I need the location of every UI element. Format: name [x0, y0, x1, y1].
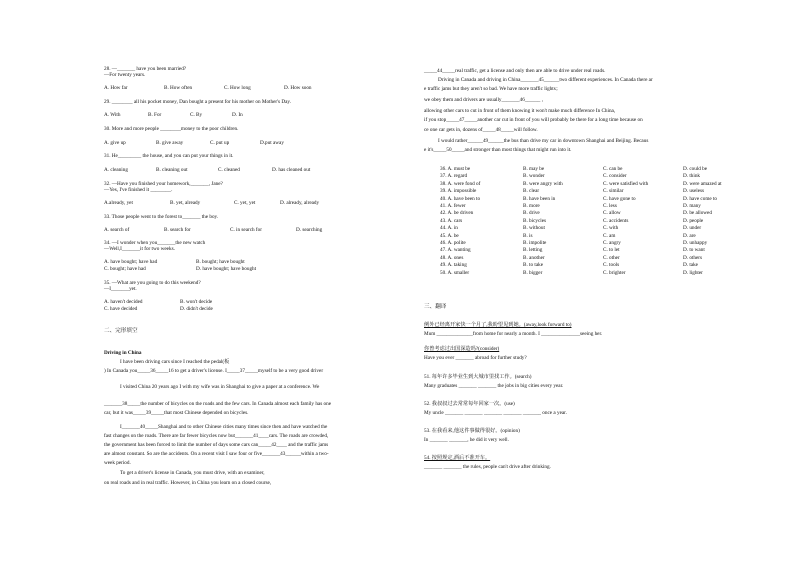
right-page	[397, 0, 794, 562]
q29-option-a: A. With	[104, 112, 121, 118]
question-32: 32. —Have you finished your homework,_______, Jane?	[104, 181, 223, 187]
q32-option-c: C. yet, yet	[234, 200, 256, 206]
q35-option-d: D. didn't decide	[180, 306, 213, 312]
q32-option-a: A.already, yet	[104, 200, 133, 206]
passage-line: allowing other cars to cut in front of them knowing it won't make much difference In China,	[424, 108, 616, 114]
options-row-46: 46. A. polite B. impolite C. angry D. unhappy	[440, 240, 708, 247]
passage-line: on real roads and in real traffic. However, in China you learn on a closed course,	[104, 480, 272, 486]
question-35-reply: —I_______yet.	[104, 286, 137, 292]
q35-option-c: C. have decided	[104, 306, 138, 312]
q31-option-c: C. cleaned	[218, 167, 240, 173]
q35-option-a: A. haven't decided	[104, 299, 143, 305]
passage-line: e traffic jams but they aren't so bad. We have more traffic lights；	[424, 86, 561, 92]
options-row-49: 49. A. taking B. to take C. tools D. take	[440, 262, 698, 269]
passage-line: I visited China 20 years ago I with my wife was in Shanghai to give a paper at a conference. We	[120, 384, 320, 390]
section-translation-heading: 三、翻译	[424, 304, 447, 310]
question-54-answer: _______ _______ the rules, people can't drive after drinking.	[424, 464, 551, 470]
q33-option-d: D. searching	[296, 227, 323, 233]
passage-line: we obey them and drivers are usually_______46______ ,	[424, 97, 543, 103]
q34-option-b: B. bought; have bought	[196, 259, 245, 265]
cloze-options-table	[440, 166, 753, 277]
question-35: 35. —What are you going to do this weekend?	[104, 280, 201, 286]
q33-option-a: A. search of	[104, 227, 130, 233]
q32-option-d: D. already, already	[280, 200, 320, 206]
q33-option-c: C. in search for	[230, 227, 262, 233]
q29-option-b: B. For	[148, 112, 162, 118]
question-51: 51. 每年许多毕业生到大城市里找工作。(search)	[424, 374, 532, 380]
passage-line: Driving in Canada and driving in China_______45______two different experiences. In Canada there ar	[438, 77, 653, 83]
options-row-39: 39. A. impossible B. clear C. similar D. useless	[440, 188, 705, 195]
q30-option-c: C. put up	[210, 140, 230, 146]
example-2-prompt: 你曾考虑过出国深造吗?(consider)	[424, 346, 500, 352]
options-row-41: 41. A. fewer B. more C. less D. many	[440, 203, 701, 210]
q30-option-a: A. give up	[104, 140, 126, 146]
options-row-40: 40. A. have been to B. have been in C. have gone to D. have come to	[440, 195, 717, 202]
q28-option-b: B. How often	[164, 85, 193, 91]
options-row-36: 36. A. must be B. may be C. can be D. could be	[440, 166, 708, 172]
passage-line: I have been driving cars since I reached the pedal(板	[120, 359, 230, 365]
question-28: 28. —_______ have you been married?	[104, 66, 187, 72]
question-33: 33. Those people went to the forest to_______ the boy.	[104, 214, 219, 220]
q33-option-b: B. search for	[164, 227, 191, 233]
q34-option-c: C. bought; have had	[104, 266, 146, 272]
question-31: 31. He_________ the house, and you can put your things in it.	[104, 153, 234, 159]
options-row-47: 47. A. wanting B. letting C. to let D. to want	[440, 247, 705, 254]
example-1-answer: Mum ______________from home for nearly a month. I _______________seeing her.	[424, 331, 603, 337]
passage-line: ) In Canada you_____36_____16 to get a driver's license. I_____37_____myself to be a very good driver	[104, 368, 324, 374]
passage-line: the government has been forced to limit the number of days some cars can_____42____ and the traffic jams	[104, 442, 329, 448]
options-row-48: 48. A. ones B. another C. other D. others	[440, 254, 703, 261]
passage-line: _______38_____the number of bicycles on the roads and the few cars. In Canada almost each family has one	[104, 401, 332, 407]
options-row-45: 45. A. be B. is C. am D. are	[440, 232, 696, 239]
q29-option-c: C. By	[190, 112, 203, 118]
passage-line: e it's_____50_____and stronger than most things that might run into it.	[424, 147, 572, 153]
question-34: 34. —I wonder when you_______the new watch	[104, 240, 206, 246]
passage-line: week period.	[104, 460, 131, 466]
passage-line: ce one car gets in, dozens of_____48_____will follow.	[424, 127, 538, 133]
q29-option-d: D. In	[232, 112, 243, 118]
options-row-38: 38. A. were fond of B. were angry with C. were satisfied with D. were amazed at	[440, 180, 722, 187]
options-row-43: 43. A. cars B. bicycles C. accidents D. people	[440, 217, 704, 224]
passage-line: I_______40_____Shanghai and to other Chinese cities many times since then and have watched the	[120, 424, 328, 430]
question-53: 53. 在我看来,他这件事做得很好。(opinion)	[424, 428, 520, 434]
question-54: 54. 按照规定,酒后不准开车。	[424, 455, 491, 461]
passage-line: if you stop_____47_____another car cut in front of you will probably be there for a long time because on	[424, 117, 643, 123]
passage-title: Driving in China	[104, 350, 142, 356]
options-row-50: 50. A. smaller B. bigger C. brighter D. lighter	[440, 269, 703, 276]
example-1-prompt: 例外已经离开家快一个月了,我盼望见到她。(away,look forward to)	[424, 322, 572, 328]
question-52-answer: My uncle _______ _______ _______ _______ _______ once a year.	[424, 410, 567, 416]
q34-option-d: D. have bought; have bought	[196, 266, 257, 272]
q31-option-a: A. cleaning	[104, 167, 128, 173]
example-2-answer: Have you ever _______ abroad for further study?	[424, 355, 527, 361]
q32-option-b: B. yet, already	[170, 200, 201, 206]
section-cloze-heading: 二、完形填空	[104, 328, 138, 334]
question-28-reply: —For twenty years.	[104, 72, 146, 78]
q28-option-c: C. How long	[224, 85, 251, 91]
q31-option-b: B. cleaning out	[156, 167, 188, 173]
passage-line: fast changes on the roads. There are far fewer bicycles now but_______41____cars. The roads are crowded,	[104, 433, 329, 439]
question-32-reply: —Yes, I've finished it ________.	[104, 187, 173, 193]
options-row-37: 37. A. regard B. wonder C. consider D. think	[440, 173, 701, 180]
q35-option-b: B. won't decide	[180, 299, 213, 305]
question-52: 52. 我叔叔过去常常每年回家一次。(use)	[424, 401, 515, 407]
question-34-reply: —Well,I_______it for two weeks.	[104, 246, 175, 252]
q30-option-b: B. give away	[156, 140, 184, 146]
q31-option-d: D. has cleaned out	[272, 167, 311, 173]
q34-option-a: A. have bought; have had	[104, 259, 158, 265]
question-29: 29. ________ all his pocket money, Dan bought a present for his mother on Mother's Day.	[104, 99, 291, 105]
q30-option-d: D.put away	[260, 140, 284, 146]
question-51-answer: Many graduates _______ _______ the jobs in big cities every year.	[424, 383, 564, 389]
passage-line: _____44_____real traffic, get a license and only then are able to drive under real roads.	[424, 68, 606, 74]
q28-option-d: D. How soon	[284, 85, 312, 91]
question-30: 30. More and more people ________money to the poor children.	[104, 126, 239, 132]
question-53-answer: In _______ _______, he did it very well.	[424, 437, 509, 443]
passage-line: To get a driver's license in Canada, you must drive, with an examiner,	[120, 470, 265, 476]
passage-line: I would rather______49______the bus than drive my car in downtown Shanghai and Beijing. Becaus	[438, 138, 649, 144]
options-row-44: 44. A. in B. without C. with D. under	[440, 225, 702, 232]
q28-option-a: A. How far	[104, 85, 128, 91]
passage-line: are almost constant. So are the accidents. On a recent visit I saw four or five_______43______within a two-	[104, 451, 329, 457]
options-row-42: 42. A. be driven B. drive C. allow D. be allowed	[440, 210, 712, 217]
passage-line: car, but it was_____39_____that most Chinese depended on bicycles.	[104, 410, 249, 416]
